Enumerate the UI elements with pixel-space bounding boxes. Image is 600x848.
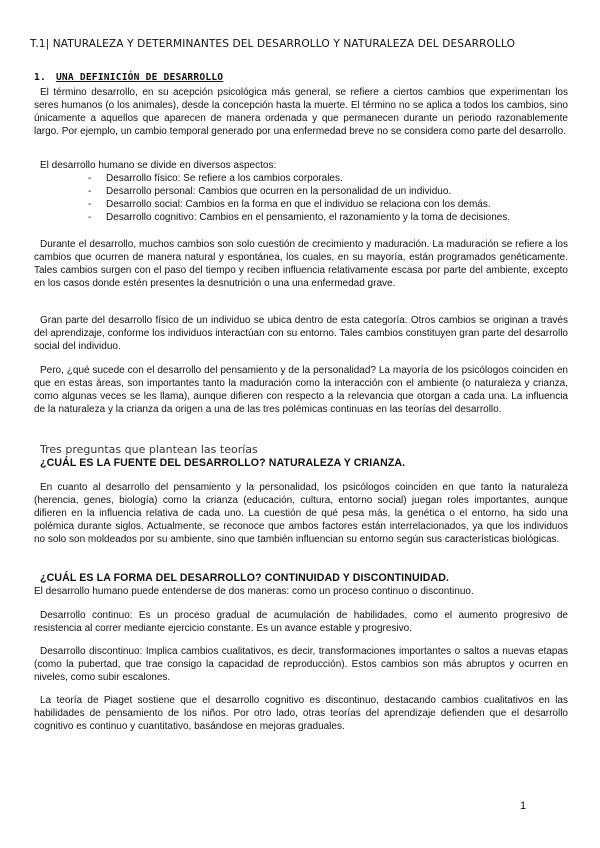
subtitle-three-questions: Tres preguntas que plantean las teorías — [40, 443, 258, 456]
section-number: 1. — [34, 72, 46, 83]
paragraph-thinking: Pero, ¿qué sucede con el desarrollo del pensamiento y de la personalidad? La mayoría de los psicólogos coinciden en que en estas áreas, son importantes tanto la maduración como la interacción con el ambiente (o naturaleza y crianza, como algunas veces se les llama), aunque difieren con respecto a la relevancia que otorgan a cada una. La influencia de la naturaleza y la crianza da origen a una de las tres polémicas continuas en las teorías del desarrollo. — [34, 365, 568, 415]
paragraph-two-ways: El desarrollo humano puede entenderse de dos maneras: como un proceso continuo o discontinuo. — [34, 586, 474, 597]
list-item: - Desarrollo personal: Cambios que ocurren en la personalidad de un individuo. — [88, 185, 510, 198]
page-number: 1 — [520, 800, 527, 812]
question-heading-form: ¿CUÁL ES LA FORMA DEL DESARROLLO? CONTINUIDAD Y DISCONTINUIDAD. — [40, 572, 450, 584]
paragraph-continuous: Desarrollo continuo: Es un proceso gradual de acumulación de habilidades, como el aumento progresivo de resistencia al correr mediante ejercicio constante. Es un avance estable y progresivo. — [34, 610, 568, 634]
paragraph-definition: El término desarrollo, en su acepción psicológica más general, se refiere a ciertos cambios que experimentan los seres humanos (o los animales), desde la concepción hasta la muerte. El término no se aplica a todos los cambios, sino únicamente a aquellos que aparecen de manera ordenada y que permanecen durante un periodo razonablemente largo. Por ejemplo, un cambio temporal generado por una enfermedad breve no se considera como parte del desarrollo. — [34, 87, 568, 137]
list-item: - Desarrollo físico: Se refiere a los cambios corporales. — [88, 172, 510, 185]
section-title: UNA DEFINICIÓN DE DESARROLLO — [55, 72, 224, 83]
question-heading-source: ¿CUÁL ES LA FUENTE DEL DESARROLLO? NATURALEZA Y CRIANZA. — [40, 457, 406, 469]
paragraph-maturation: Durante el desarrollo, muchos cambios son solo cuestión de crecimiento y maduración. La maduración se refiere a los cambios que ocurren de manera natural y espontánea, los cuales, en su mayoría, están programados genéticamente. Tales cambios surgen con el paso del tiempo y reciben influencia relativamente escasa por parte del ambiente, excepto en los casos donde estén presentes la desnutrición o una una enfermedad grave. — [34, 239, 568, 289]
section-heading — [34, 72, 223, 83]
paragraph-discontinuous: Desarrollo discontinuo: Implica cambios cualitativos, es decir, transformaciones importantes o saltos a nuevas etapas (como la pubertad, que trae consigo la capacidad de reproducción). Estos cambios son más abruptos y ocurren en niveles, como subir escalones. — [34, 646, 568, 683]
paragraph-aspects-intro: El desarrollo humano se divide en diversos aspectos: — [40, 160, 277, 171]
list-item: - Desarrollo social: Cambios en la forma en que el individuo se relaciona con los demás. — [88, 198, 510, 211]
aspects-list — [88, 172, 510, 224]
paragraph-physical: Gran parte del desarrollo físico de un individuo se ubica dentro de esta categoría. Otros cambios se originan a través del aprendizaje, conforme los individuos interactúan con su entorno. Tales cambios constituyen gran parte del desarrollo social del individuo. — [34, 315, 568, 352]
paragraph-piaget: La teoría de Piaget sostiene que el desarrollo cognitivo es discontinuo, destacando cambios cualitativos en las habilidades de pensamiento de los niños. Por otro lado, otras teorías del aprendizaje defienden que el desarrollo cognitivo es continuo y cuantitativo, basándose en mejoras graduales. — [34, 695, 568, 732]
document-title: T.1| NATURALEZA Y DETERMINANTES DEL DESARROLLO Y NATURALEZA DEL DESARROLLO — [30, 38, 516, 50]
paragraph-nature-nurture: En cuanto al desarrollo del pensamiento y la personalidad, los psicólogos coinciden en que tanto la naturaleza (herencia, genes, biología) como la crianza (educación, cultura, entorno social) juegan roles importantes, aunque difieren en la influencia relativa de cada uno. La cuestión de qué pesa más, la genética o el entorno, ha sido una polémica durante siglos. Actualmente, se reconoce que ambos factores están interrelacionados, ya que los individuos no solo son moldeados por su ambiente, sino que también influencian su entorno según sus características biológicas. — [34, 482, 568, 545]
list-item: - Desarrollo cognitivo: Cambios en el pensamiento, el razonamiento y la toma de decisiones. — [88, 211, 510, 224]
